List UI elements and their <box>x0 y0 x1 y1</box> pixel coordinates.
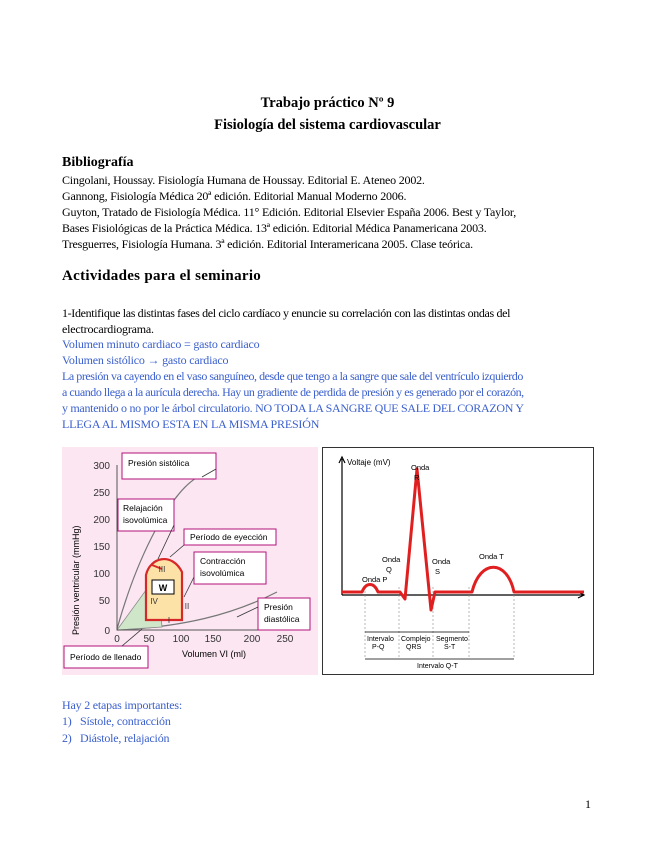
stages-intro: Hay 2 etapas importantes: <box>62 698 182 712</box>
x-tick: 250 <box>276 634 294 645</box>
answer-line: LLEGA AL MISMO ESTA EN LA MISMA PRESIÓN <box>62 417 320 431</box>
label-diastolic-2: diastólica <box>264 614 300 624</box>
qrs-complex-2: QRS <box>406 644 422 651</box>
bib-line: Guyton, Tratado de Fisiología Médica. 11° Edición. Editorial Elsevier España 2006. Best y Taylor, <box>62 205 517 219</box>
interval-qt: Intervalo Q-T <box>417 663 458 670</box>
label-relaxation: Relajación <box>123 503 163 513</box>
onda-q: Onda <box>382 555 401 564</box>
x-tick: 150 <box>204 634 222 645</box>
onda-s: Onda <box>432 557 451 566</box>
bib-line: Bases Fisiológicas de la Práctica Médica. 13ª edición. Editorial Médica Panamericana 2003. <box>62 221 487 235</box>
y-tick: 250 <box>93 488 110 499</box>
ecg-figure <box>322 447 594 675</box>
answer-line: Volumen minuto cardiaco = gasto cardiaco <box>62 337 260 351</box>
x-tick: 100 <box>172 634 190 645</box>
qrs-complex: Complejo <box>401 636 431 643</box>
region-ii: II <box>184 602 190 611</box>
label-filling: Período de llenado <box>70 652 142 662</box>
interval-pq: Intervalo <box>367 636 394 643</box>
question-1-cont: electrocardiograma. <box>62 322 154 336</box>
region-iii: III <box>158 565 166 574</box>
bibliography-heading: Bibliografía <box>62 155 134 170</box>
y-tick: 200 <box>93 515 110 526</box>
x-tick: 50 <box>143 634 155 645</box>
interval-pq-2: P-Q <box>372 644 385 651</box>
doc-subtitle: Fisiología del sistema cardiovascular <box>214 117 441 133</box>
stage-item: 1) Sístole, contracción <box>62 714 171 728</box>
stage-item: 2) Diástole, relajación <box>62 731 170 745</box>
y-tick: 100 <box>93 569 110 580</box>
bib-line: Tresguerres, Fisiología Humana. 3ª edición. Editorial Interamericana 2005. Clase teórica. <box>62 237 473 251</box>
answer-line: La presión va cayendo en el vaso sanguíneo, desde que tengo a la sangre que sale del ventrículo izquierdo <box>62 369 523 383</box>
bib-line: Gannong, Fisiología Médica 20ª edición. Editorial Manual Moderno 2006. <box>62 189 407 203</box>
label-contraction-2: isovolúmica <box>200 568 245 578</box>
doc-title: Trabajo práctico Nº 9 <box>260 95 395 111</box>
st-segment-2: S-T <box>444 644 456 651</box>
x-tick: 0 <box>114 634 120 645</box>
region-i: I <box>167 616 171 625</box>
pressure-volume-loop-figure <box>62 447 318 675</box>
onda-t: Onda T <box>479 552 504 561</box>
y-tick: 300 <box>93 461 110 472</box>
label-contraction: Contracción <box>200 556 246 566</box>
onda-r-2: R <box>414 473 420 482</box>
bib-line: Cingolani, Houssay. Fisiología Humana de Houssay. Editorial E. Ateneo 2002. <box>62 173 425 187</box>
st-segment: Segmento <box>436 636 468 643</box>
label-systolic-pressure: Presión sistólica <box>128 458 190 468</box>
region-iv: IV <box>150 597 158 606</box>
y-tick: 0 <box>104 626 110 637</box>
question-1: 1-Identifique las distintas fases del ciclo cardíaco y enuncie su correlación con las distintas ondas del <box>62 306 511 320</box>
activities-heading: Actividades para el seminario <box>62 268 262 284</box>
answer-line: Volumen sistólico → gasto cardiaco <box>62 353 229 367</box>
x-axis-label: Volumen VI (ml) <box>182 649 247 659</box>
label-relaxation-2: isovolúmica <box>123 515 168 525</box>
y-tick: 150 <box>93 542 110 553</box>
page-number: 1 <box>585 797 591 811</box>
onda-s-2: S <box>435 567 441 576</box>
x-tick: 200 <box>243 634 261 645</box>
answer-line: a cuando llega a la aurícula derecha. Hay un gradiente de perdida de presión y es generado por el corazón, <box>62 385 524 399</box>
onda-p: Onda P <box>362 575 388 584</box>
label-diastolic: Presión <box>264 602 293 612</box>
onda-q-2: Q <box>386 565 392 574</box>
y-axis-label: Presión ventricular (mmHg) <box>71 525 81 635</box>
onda-r: Onda <box>411 463 430 472</box>
y-tick: 50 <box>98 596 110 607</box>
work-label: W <box>158 583 168 593</box>
ecg-y-label: Voltaje (mV) <box>347 458 391 467</box>
label-ejection: Período de eyección <box>190 532 268 542</box>
answer-line: y mantenido o no por le árbol circulatorio. NO TODA LA SANGRE QUE SALE DEL CORAZON Y <box>62 401 524 415</box>
